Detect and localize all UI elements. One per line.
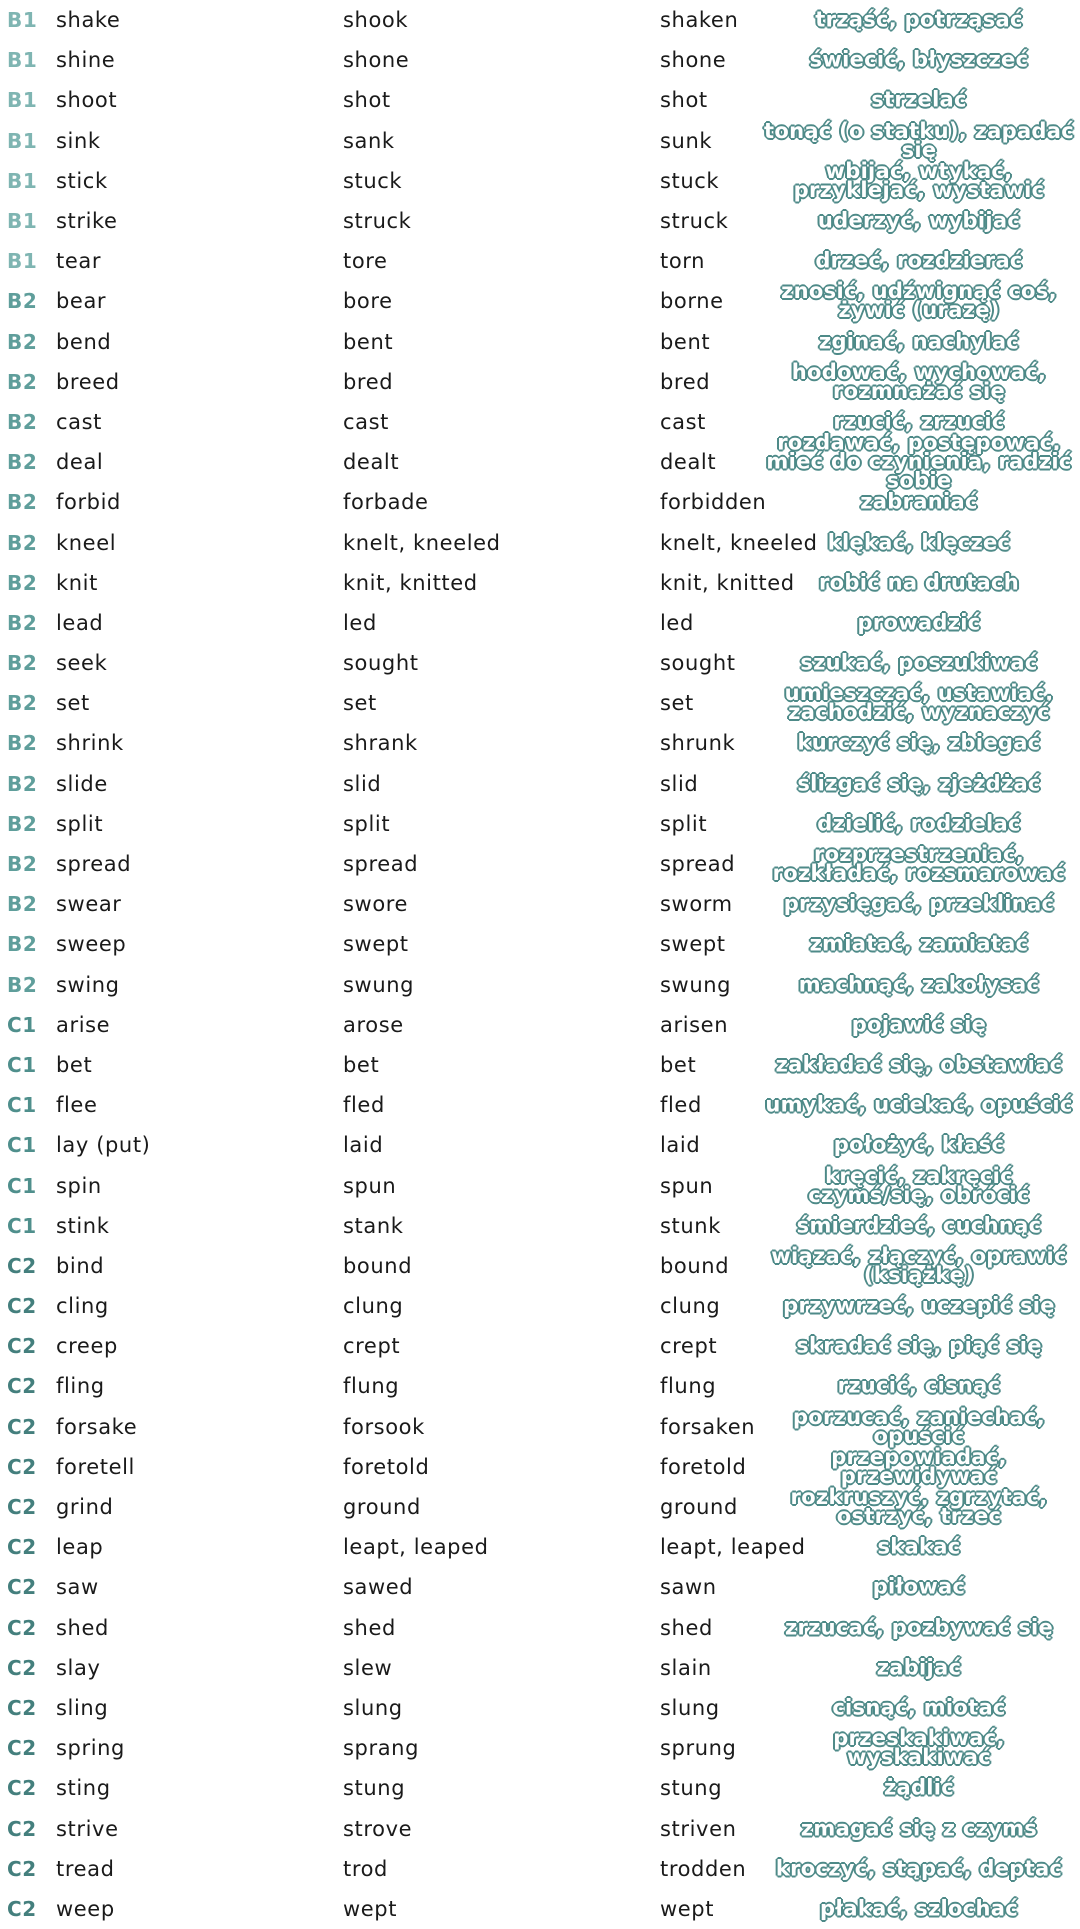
table-row [0,1688,1080,1728]
past-simple: bet [343,1052,380,1077]
past-participle: forbidden [660,490,767,515]
table-row [0,430,1080,493]
past-simple: led [343,610,377,635]
base-form: forsake [56,1414,138,1439]
past-simple: slew [343,1655,393,1680]
translation: rozdawać, postępować, mieć do czynienia, radzić sobie [766,430,1072,493]
past-participle: torn [660,249,706,274]
base-form: seek [56,651,108,676]
base-form: cast [56,409,102,434]
past-participle: bet [660,1052,697,1077]
base-form: stink [56,1213,110,1238]
base-form: shrink [56,731,124,756]
level-badge: B2 [7,651,38,676]
table-row [0,1487,1080,1527]
translation: pojawić się [851,1012,987,1037]
level-badge: C1 [7,1213,37,1238]
past-participle: bred [660,369,711,394]
translation: przywrzeć, uczepić się [783,1293,1055,1318]
base-form: swear [56,892,122,917]
table-row [0,924,1080,964]
translation: robić na drutach [819,570,1019,595]
past-simple: fled [343,1093,385,1118]
level-badge: C2 [7,1615,37,1640]
past-simple: clung [343,1294,404,1319]
base-form: split [56,811,104,836]
translation: zginać, nachylać [818,329,1020,354]
past-participle: shed [660,1615,713,1640]
past-participle: split [660,811,708,836]
translation: uderzyć, wybijać [817,208,1021,233]
base-form: shoot [56,88,118,113]
base-form: arise [56,1012,111,1037]
table-row [0,1206,1080,1246]
past-participle: wept [660,1896,715,1921]
past-simple: knit, knitted [343,570,478,595]
base-form: weep [56,1896,115,1921]
past-participle: knelt, kneeled [660,530,818,555]
past-simple: shed [343,1615,396,1640]
past-participle: set [660,691,694,716]
past-participle: sought [660,651,736,676]
past-simple: stank [343,1213,404,1238]
past-participle: ground [660,1495,738,1520]
table-row [0,522,1080,562]
past-participle: swung [660,972,732,997]
past-participle: stung [660,1776,723,1801]
level-badge: C1 [7,1012,37,1037]
level-badge: B2 [7,409,38,434]
base-form: tear [56,249,102,274]
past-simple: bent [343,329,394,354]
level-badge: C2 [7,1334,37,1359]
base-form: sink [56,128,101,153]
past-participle: foretold [660,1454,747,1479]
past-participle: dealt [660,450,717,475]
base-form: spin [56,1173,102,1198]
past-simple: swept [343,932,409,957]
translation: ślizgać się, zjeżdżać [797,771,1041,796]
level-badge: B2 [7,329,38,354]
past-participle: striven [660,1816,737,1841]
level-badge: B2 [7,450,38,475]
past-participle: cast [660,409,706,434]
table-row [0,1404,1080,1448]
base-form: forbid [56,490,121,515]
table-row [0,1768,1080,1808]
table-row [0,965,1080,1005]
base-form: set [56,691,90,716]
base-form: swing [56,972,120,997]
level-badge: B1 [7,249,38,274]
translation: przeskakiwać, wyskakiwać [833,1726,1005,1770]
table-row [0,1366,1080,1406]
table-row [0,563,1080,603]
past-participle: sunk [660,128,713,153]
base-form: stick [56,168,108,193]
table-row [0,158,1080,202]
past-simple: swung [343,972,415,997]
base-form: knit [56,570,98,595]
translation: rzucić, zrzucić [833,409,1005,434]
past-participle: slid [660,771,699,796]
table-row [0,201,1080,241]
translation: dzielić, rodzielać [817,811,1021,836]
translation: zmiatać, zamiatać [809,931,1029,956]
base-form: lay (put) [56,1133,151,1158]
past-simple: shot [343,88,391,113]
past-participle: crept [660,1334,718,1359]
translation: żądlić [883,1775,955,1800]
past-simple: knelt, kneeled [343,530,501,555]
past-simple: cast [343,409,389,434]
past-participle: spun [660,1173,714,1198]
past-participle: spread [660,852,736,877]
base-form: saw [56,1575,99,1600]
level-badge: B2 [7,972,38,997]
table-row [0,322,1080,362]
level-badge: C2 [7,1655,37,1680]
table-row [0,764,1080,804]
level-badge: C2 [7,1495,37,1520]
base-form: strike [56,209,118,234]
past-simple: stung [343,1776,406,1801]
translation: rozprzestrzeniać, rozkładać, rozsmarować [772,842,1066,886]
translation: prowadzić [857,610,981,635]
past-simple: shone [343,48,410,73]
table-row [0,80,1080,120]
level-badge: B2 [7,892,38,917]
past-participle: borne [660,289,724,314]
level-badge: B1 [7,128,38,153]
translation: kręcić, zakręcić czymś/się, obrócić [808,1163,1030,1207]
past-simple: sawed [343,1575,414,1600]
level-badge: B1 [7,48,38,73]
past-simple: spread [343,852,419,877]
table-row [0,1728,1080,1768]
translation: płakać, szlochać [819,1896,1019,1921]
past-simple: struck [343,209,412,234]
level-badge: C2 [7,1695,37,1720]
past-participle: shaken [660,8,739,33]
past-participle: flung [660,1374,717,1399]
translation: przepowiadać, przewidywać [831,1444,1007,1488]
level-badge: B1 [7,209,38,234]
past-participle: arisen [660,1012,729,1037]
level-badge: C1 [7,1052,37,1077]
past-participle: clung [660,1294,721,1319]
translation: hodować, wychować, rozmnażać się [791,359,1047,403]
translation: śmierdzieć, cuchnąć [796,1213,1042,1238]
level-badge: B2 [7,731,38,756]
table-row [0,359,1080,403]
past-simple: swore [343,892,409,917]
past-participle: led [660,610,694,635]
level-badge: C2 [7,1856,37,1881]
translation: cisnąć, miotać [832,1695,1006,1720]
base-form: leap [56,1535,104,1560]
base-form: creep [56,1334,118,1359]
level-badge: B2 [7,530,38,555]
translation: drzeć, rozdzierać [815,248,1023,273]
translation: wbijać, wtykać, przyklejać, wystawić [793,158,1045,202]
level-badge: C2 [7,1454,37,1479]
translation: kurczyć się, zbiegać [797,730,1041,755]
table-row [0,482,1080,522]
past-simple: spun [343,1173,397,1198]
table-row [0,1889,1080,1929]
past-simple: shook [343,8,409,33]
table-row [0,241,1080,281]
level-badge: B1 [7,168,38,193]
base-form: bet [56,1052,93,1077]
level-badge: B2 [7,771,38,796]
past-participle: knit, knitted [660,570,795,595]
table-row [0,118,1080,162]
table-row [0,1243,1080,1287]
translation: tonąć (o statku), zapadać się [764,118,1074,162]
translation: skakać [877,1534,961,1559]
past-simple: laid [343,1133,384,1158]
level-badge: B1 [7,88,38,113]
table-row [0,1567,1080,1607]
past-participle: slung [660,1695,720,1720]
translation: kroczyć, stąpać, deptać [775,1856,1063,1881]
past-simple: sprang [343,1736,420,1761]
past-simple: slung [343,1695,403,1720]
table-row [0,1808,1080,1848]
translation: klękać, klęczeć [827,530,1011,555]
base-form: slay [56,1655,101,1680]
past-participle: leapt, leaped [660,1535,806,1560]
level-badge: B2 [7,932,38,957]
table-row [0,683,1080,723]
table-row [0,1326,1080,1366]
base-form: foretell [56,1454,135,1479]
past-participle: fled [660,1093,702,1118]
base-form: shed [56,1615,109,1640]
past-participle: shot [660,88,708,113]
base-form: fling [56,1374,105,1399]
past-participle: slain [660,1655,712,1680]
level-badge: C2 [7,1575,37,1600]
level-badge: C2 [7,1896,37,1921]
past-participle: stunk [660,1213,721,1238]
translation: porzucać, zaniechać, opuścić [792,1404,1046,1448]
past-simple: flung [343,1374,400,1399]
table-row [0,643,1080,683]
past-participle: bent [660,329,711,354]
base-form: bend [56,329,112,354]
base-form: sting [56,1776,111,1801]
past-simple: leapt, leaped [343,1535,489,1560]
table-row [0,1085,1080,1125]
translation: szukać, poszukiwać [800,650,1038,675]
past-simple: bore [343,289,393,314]
past-simple: set [343,691,377,716]
table-row [0,1608,1080,1648]
level-badge: B2 [7,570,38,595]
past-participle: sprung [660,1736,737,1761]
translation: wiązać, złączyć, oprawić (książkę) [771,1243,1067,1287]
level-badge: B2 [7,369,38,394]
translation: umykać, uciekać, opuścić [765,1092,1073,1117]
past-simple: bound [343,1253,413,1278]
translation: świecić, błyszczeć [809,47,1029,72]
base-form: kneel [56,530,117,555]
past-simple: split [343,811,391,836]
base-form: cling [56,1294,109,1319]
past-participle: sworm [660,892,733,917]
past-participle: bound [660,1253,730,1278]
table-row [0,1444,1080,1488]
base-form: bear [56,289,107,314]
past-simple: tore [343,249,388,274]
base-form: tread [56,1856,115,1881]
table-row [0,884,1080,924]
level-badge: B2 [7,852,38,877]
past-participle: sawn [660,1575,717,1600]
past-participle: laid [660,1133,701,1158]
past-participle: shone [660,48,727,73]
base-form: deal [56,450,104,475]
level-badge: C2 [7,1736,37,1761]
past-simple: foretold [343,1454,430,1479]
level-badge: B2 [7,691,38,716]
past-simple: dealt [343,450,400,475]
translation: strzelać [871,87,967,112]
past-simple: slid [343,771,382,796]
translation: przysięgać, przeklinać [783,891,1055,916]
translation: zmagać się z czymś [800,1816,1038,1841]
table-row [0,0,1080,40]
past-simple: sought [343,651,419,676]
translation: zabraniać [860,489,978,514]
table-row [0,723,1080,763]
table-row [0,1849,1080,1889]
past-participle: shrunk [660,731,736,756]
past-simple: stuck [343,168,403,193]
past-participle: stuck [660,168,720,193]
level-badge: C2 [7,1374,37,1399]
level-badge: C1 [7,1093,37,1118]
table-row [0,844,1080,884]
translation: położyć, kłaść [833,1132,1005,1157]
base-form: flee [56,1093,98,1118]
table-row [0,1648,1080,1688]
translation: zakładać się, obstawiać [775,1052,1063,1077]
table-row [0,603,1080,643]
level-badge: C2 [7,1294,37,1319]
level-badge: C2 [7,1816,37,1841]
past-participle: struck [660,209,729,234]
level-badge: B2 [7,490,38,515]
past-simple: forbade [343,490,429,515]
past-participle: forsaken [660,1414,756,1439]
past-simple: bred [343,369,394,394]
base-form: shake [56,8,121,33]
translation: rozkruszyć, zgrzytać, ostrzyć, trzeć [790,1485,1048,1529]
base-form: sling [56,1695,109,1720]
translation: rzucić, cisnąć [837,1373,1001,1398]
table-row [0,1045,1080,1085]
table-row [0,281,1080,321]
base-form: shine [56,48,116,73]
past-simple: shrank [343,731,418,756]
past-participle: swept [660,932,726,957]
level-badge: B2 [7,811,38,836]
past-simple: wept [343,1896,398,1921]
translation: trząść, potrząsać [815,7,1023,32]
level-badge: C2 [7,1253,37,1278]
past-simple: forsook [343,1414,425,1439]
translation: znosić, udźwignąć coś, żywić (urazę) [781,279,1057,323]
past-simple: sank [343,128,395,153]
table-row [0,1527,1080,1567]
level-badge: B1 [7,8,38,33]
level-badge: B2 [7,289,38,314]
table-row [0,1286,1080,1326]
level-badge: B2 [7,610,38,635]
past-simple: trod [343,1856,388,1881]
translation: piłować [872,1574,966,1599]
base-form: spread [56,852,132,877]
translation: zrzucać, pozbywać się [784,1615,1054,1640]
base-form: strive [56,1816,119,1841]
level-badge: C2 [7,1414,37,1439]
past-simple: arose [343,1012,404,1037]
table-row [0,804,1080,844]
level-badge: C2 [7,1535,37,1560]
past-participle: trodden [660,1856,747,1881]
level-badge: C2 [7,1776,37,1801]
table-row [0,1125,1080,1165]
table-row [0,1165,1080,1205]
base-form: grind [56,1495,114,1520]
base-form: bind [56,1253,105,1278]
table-row [0,40,1080,80]
base-form: slide [56,771,108,796]
base-form: lead [56,610,104,635]
translation: skradać się, piąć się [796,1333,1042,1358]
translation: zabijać [876,1655,962,1680]
base-form: breed [56,369,120,394]
base-form: spring [56,1736,125,1761]
table-row [0,1005,1080,1045]
past-simple: strove [343,1816,413,1841]
translation: umieszczać, ustawiać, zachodzić, wyznaczyć [784,681,1054,725]
past-simple: crept [343,1334,401,1359]
level-badge: C1 [7,1133,37,1158]
base-form: sweep [56,932,127,957]
past-simple: ground [343,1495,421,1520]
translation: machnąć, zakołysać [798,972,1040,997]
level-badge: C1 [7,1173,37,1198]
